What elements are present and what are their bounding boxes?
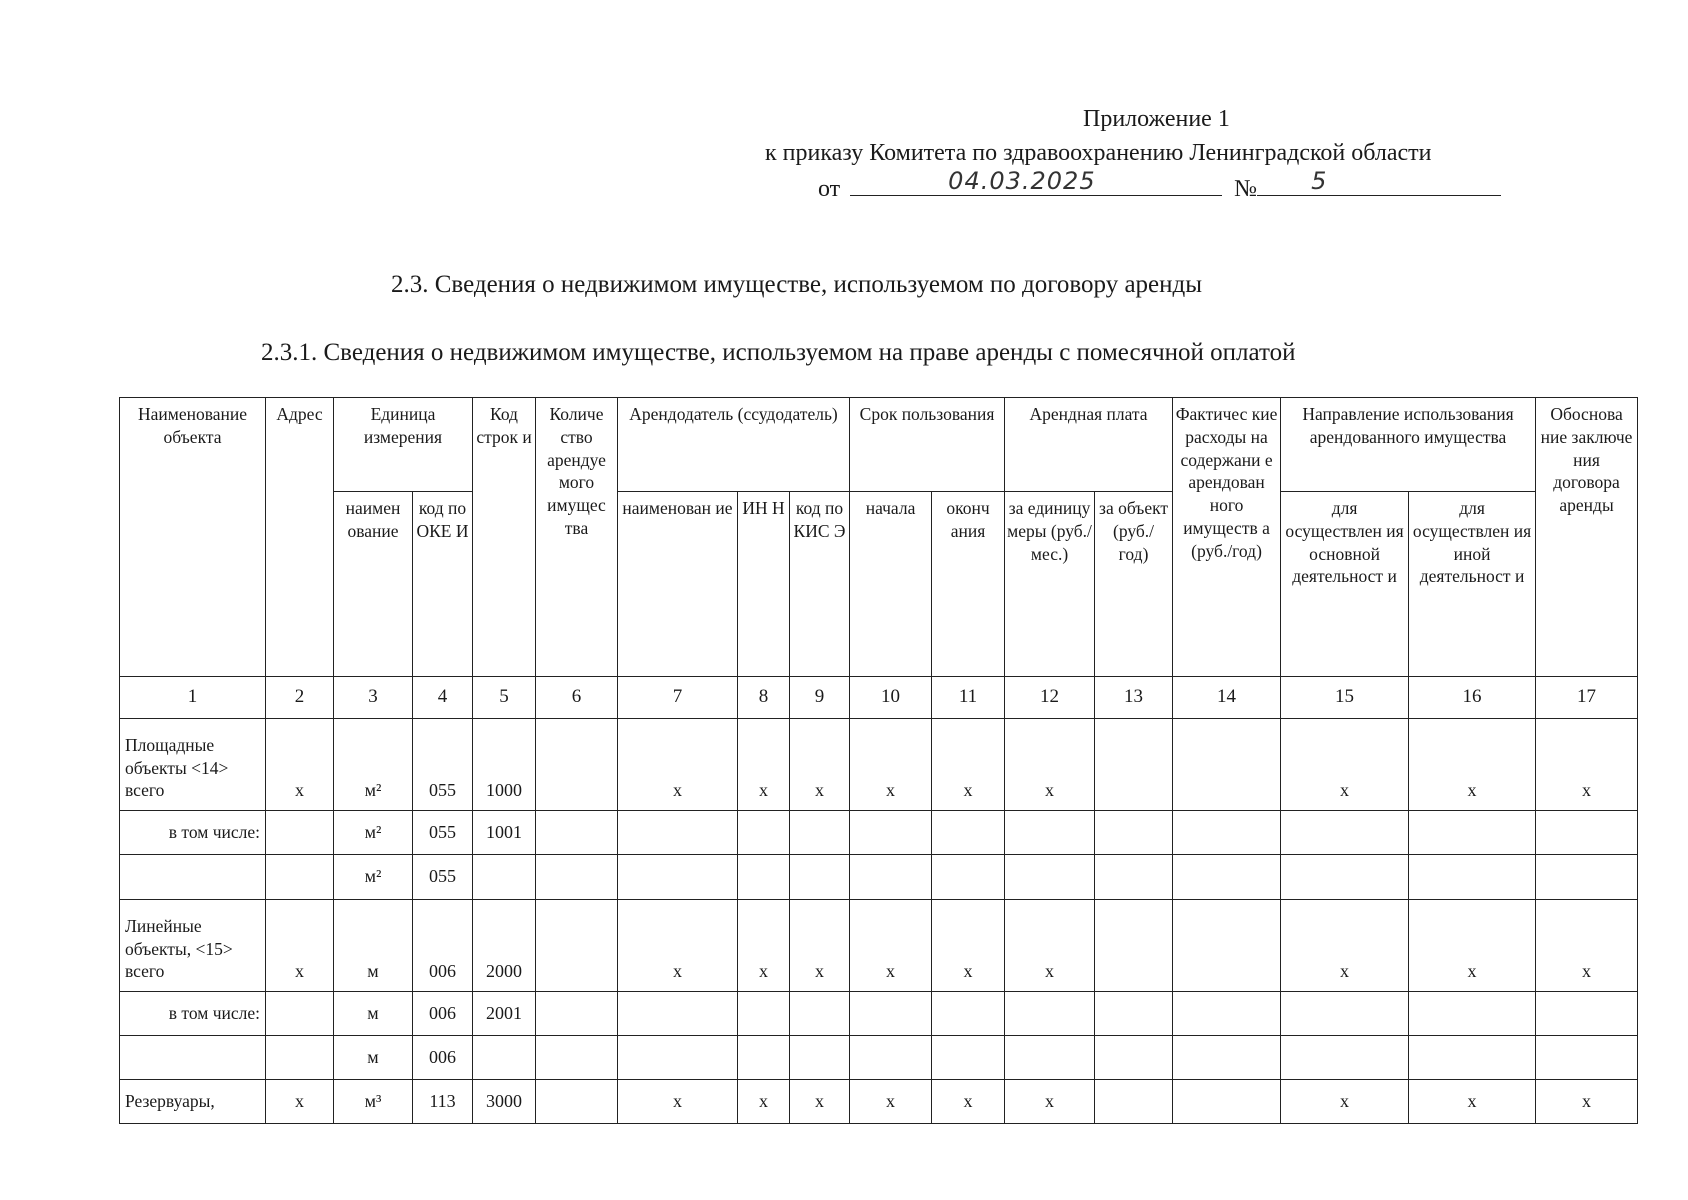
table-cell: х bbox=[1005, 719, 1095, 811]
header-rent-unit: за единицу меры (руб./ мес.) bbox=[1005, 492, 1095, 677]
table-cell bbox=[1005, 811, 1095, 855]
table-cell: Площадные объекты <14> всего bbox=[120, 719, 266, 811]
table-cell: х bbox=[618, 900, 738, 992]
table-cell: Линейные объекты, <15> всего bbox=[120, 900, 266, 992]
table-cell: м bbox=[334, 1036, 413, 1080]
table-cell: х bbox=[850, 900, 932, 992]
table-cell bbox=[850, 1036, 932, 1080]
table-cell bbox=[1005, 992, 1095, 1036]
table-cell: 006 bbox=[413, 1036, 473, 1080]
header-lessor-kise: код по КИС Э bbox=[790, 492, 850, 677]
table-cell bbox=[932, 855, 1005, 900]
header-lessor: Арендодатель (ссудодатель) bbox=[618, 398, 850, 492]
header-row-sub bbox=[120, 492, 1638, 677]
handwritten-date: 04.03.2025 bbox=[948, 167, 1096, 195]
table-cell: 1001 bbox=[473, 811, 536, 855]
table-row bbox=[120, 992, 1638, 1036]
column-number: 10 bbox=[850, 677, 932, 719]
table-cell bbox=[618, 811, 738, 855]
table-cell bbox=[850, 811, 932, 855]
table-cell bbox=[1173, 900, 1281, 992]
table-cell: х bbox=[266, 719, 334, 811]
table-row bbox=[120, 1080, 1638, 1124]
table-cell: х bbox=[1005, 900, 1095, 992]
table-cell: х bbox=[850, 719, 932, 811]
table-row bbox=[120, 719, 1638, 811]
table-cell: х bbox=[790, 900, 850, 992]
lease-property-table bbox=[119, 397, 1638, 1124]
subsection-heading: 2.3.1. Сведения о недвижимом имуществе, используемом на праве аренды с помесячной оплатой bbox=[261, 339, 1296, 366]
table-cell bbox=[536, 1080, 618, 1124]
appendix-date-line bbox=[818, 167, 1501, 202]
header-unit-name: наимен ование bbox=[334, 492, 413, 677]
header-usage-other: для осуществлен ия иной деятельност и bbox=[1409, 492, 1536, 677]
table-cell: 055 bbox=[413, 855, 473, 900]
table-cell bbox=[1536, 811, 1638, 855]
header-lessor-inn: ИН Н bbox=[738, 492, 790, 677]
table-cell: м bbox=[334, 900, 413, 992]
table-cell bbox=[536, 992, 618, 1036]
header-row-top bbox=[120, 398, 1638, 492]
table-cell: х bbox=[618, 719, 738, 811]
table-cell bbox=[1173, 855, 1281, 900]
table-cell bbox=[473, 1036, 536, 1080]
table-body bbox=[120, 719, 1638, 1124]
header-address: Адрес bbox=[266, 398, 334, 677]
table-cell bbox=[738, 992, 790, 1036]
column-number: 6 bbox=[536, 677, 618, 719]
table-cell: 055 bbox=[413, 719, 473, 811]
table-cell bbox=[850, 992, 932, 1036]
table-row bbox=[120, 1036, 1638, 1080]
header-unit-code: код по ОКЕ И bbox=[413, 492, 473, 677]
table-cell bbox=[738, 811, 790, 855]
table-cell: 2000 bbox=[473, 900, 536, 992]
header-usage: Направление использования арендованного имущества bbox=[1281, 398, 1536, 492]
number-field bbox=[1257, 167, 1501, 196]
table-cell bbox=[618, 1036, 738, 1080]
table-row bbox=[120, 811, 1638, 855]
column-number: 9 bbox=[790, 677, 850, 719]
handwritten-number: 5 bbox=[1311, 167, 1328, 195]
table-cell: х bbox=[1281, 719, 1409, 811]
table-cell bbox=[1005, 1036, 1095, 1080]
header-lessor-name: наименован ие bbox=[618, 492, 738, 677]
table-cell bbox=[1536, 855, 1638, 900]
table-cell bbox=[120, 1036, 266, 1080]
column-number: 16 bbox=[1409, 677, 1536, 719]
table-cell: 055 bbox=[413, 811, 473, 855]
table-cell: х bbox=[850, 1080, 932, 1124]
table-cell: Резервуары, bbox=[120, 1080, 266, 1124]
table-cell: х bbox=[1536, 719, 1638, 811]
header-term: Срок пользования bbox=[850, 398, 1005, 492]
appendix-order-line: к приказу Комитета по здравоохранению Ленинградской области bbox=[765, 140, 1432, 166]
table-cell bbox=[1536, 992, 1638, 1036]
table-cell: м² bbox=[334, 719, 413, 811]
table-cell: х bbox=[266, 900, 334, 992]
table-cell bbox=[1409, 855, 1536, 900]
column-number: 15 bbox=[1281, 677, 1409, 719]
column-number: 2 bbox=[266, 677, 334, 719]
table-cell: х bbox=[266, 1080, 334, 1124]
table-cell: м² bbox=[334, 811, 413, 855]
table-cell bbox=[1536, 1036, 1638, 1080]
table-cell bbox=[536, 855, 618, 900]
table-cell: х bbox=[618, 1080, 738, 1124]
section-heading: 2.3. Сведения о недвижимом имуществе, используемом по договору аренды bbox=[391, 271, 1203, 298]
column-number: 11 bbox=[932, 677, 1005, 719]
table-cell bbox=[1095, 1080, 1173, 1124]
table-cell: х bbox=[1281, 900, 1409, 992]
header-justification: Обоснова ние заключе ния договора аренды bbox=[1536, 398, 1638, 677]
table-cell: х bbox=[1409, 1080, 1536, 1124]
table-cell bbox=[1095, 855, 1173, 900]
column-number-row bbox=[120, 677, 1638, 719]
header-term-end: оконч ания bbox=[932, 492, 1005, 677]
column-number: 8 bbox=[738, 677, 790, 719]
table-cell: 113 bbox=[413, 1080, 473, 1124]
table-cell bbox=[473, 855, 536, 900]
table-cell: 1000 bbox=[473, 719, 536, 811]
table-cell bbox=[1173, 811, 1281, 855]
number-label: № bbox=[1234, 176, 1258, 202]
table-cell bbox=[790, 855, 850, 900]
header-quantity: Количе ство арендуе мого имущес тва bbox=[536, 398, 618, 677]
appendix-title: Приложение 1 bbox=[1083, 106, 1230, 132]
table-cell bbox=[1281, 811, 1409, 855]
table-cell bbox=[120, 855, 266, 900]
header-rent: Арендная плата bbox=[1005, 398, 1173, 492]
table-cell: х bbox=[1005, 1080, 1095, 1124]
table-cell: х bbox=[1281, 1080, 1409, 1124]
column-number: 7 bbox=[618, 677, 738, 719]
header-unit: Единица измерения bbox=[334, 398, 473, 492]
table-cell: 006 bbox=[413, 992, 473, 1036]
table-cell bbox=[790, 1036, 850, 1080]
table-cell: 2001 bbox=[473, 992, 536, 1036]
table-cell bbox=[536, 900, 618, 992]
table-cell: х bbox=[738, 1080, 790, 1124]
table-cell bbox=[932, 992, 1005, 1036]
column-number: 3 bbox=[334, 677, 413, 719]
header-term-start: начала bbox=[850, 492, 932, 677]
table-cell: х bbox=[1409, 719, 1536, 811]
table-cell bbox=[1173, 719, 1281, 811]
table-cell bbox=[266, 811, 334, 855]
table-cell bbox=[932, 1036, 1005, 1080]
table-cell bbox=[266, 992, 334, 1036]
table-cell bbox=[932, 811, 1005, 855]
table-cell bbox=[1173, 1080, 1281, 1124]
table-cell: х bbox=[1409, 900, 1536, 992]
table-cell bbox=[1281, 992, 1409, 1036]
table-cell: м³ bbox=[334, 1080, 413, 1124]
header-usage-main: для осуществлен ия основной деятельност и bbox=[1281, 492, 1409, 677]
header-actual-costs: Фактичес кие расходы на содержани е арендован ного имуществ а (руб./год) bbox=[1173, 398, 1281, 677]
table-cell bbox=[790, 811, 850, 855]
table-cell bbox=[790, 992, 850, 1036]
header-rent-object: за объект (руб./ год) bbox=[1095, 492, 1173, 677]
table-cell: в том числе: bbox=[120, 992, 266, 1036]
table-cell bbox=[1095, 900, 1173, 992]
table-cell bbox=[1095, 719, 1173, 811]
column-number: 5 bbox=[473, 677, 536, 719]
table-cell: х bbox=[738, 719, 790, 811]
table-cell bbox=[1173, 1036, 1281, 1080]
table-cell: м bbox=[334, 992, 413, 1036]
table-cell: м² bbox=[334, 855, 413, 900]
column-number: 4 bbox=[413, 677, 473, 719]
column-number: 14 bbox=[1173, 677, 1281, 719]
table-cell: х bbox=[790, 719, 850, 811]
table-cell bbox=[1281, 855, 1409, 900]
table-cell bbox=[738, 855, 790, 900]
table-cell bbox=[536, 811, 618, 855]
table-cell bbox=[266, 855, 334, 900]
table-cell: 3000 bbox=[473, 1080, 536, 1124]
table-cell: в том числе: bbox=[120, 811, 266, 855]
table-cell bbox=[850, 855, 932, 900]
table-row bbox=[120, 855, 1638, 900]
table-cell: 006 bbox=[413, 900, 473, 992]
table-cell: х bbox=[932, 719, 1005, 811]
column-number: 17 bbox=[1536, 677, 1638, 719]
table-cell bbox=[1409, 1036, 1536, 1080]
table-cell: х bbox=[738, 900, 790, 992]
table-cell bbox=[1095, 1036, 1173, 1080]
table-cell bbox=[1005, 855, 1095, 900]
table-cell bbox=[1409, 811, 1536, 855]
table-row bbox=[120, 900, 1638, 992]
column-number: 1 bbox=[120, 677, 266, 719]
table-cell bbox=[738, 1036, 790, 1080]
header-row-code: Код строк и bbox=[473, 398, 536, 677]
from-label: от bbox=[818, 176, 841, 202]
table-cell: х bbox=[1536, 1080, 1638, 1124]
date-field bbox=[850, 167, 1222, 196]
column-number: 13 bbox=[1095, 677, 1173, 719]
table-cell bbox=[536, 719, 618, 811]
header-name: Наименование объекта bbox=[120, 398, 266, 677]
table-cell bbox=[1173, 992, 1281, 1036]
table-cell: х bbox=[790, 1080, 850, 1124]
table-cell bbox=[536, 1036, 618, 1080]
table-cell bbox=[618, 855, 738, 900]
column-number: 12 bbox=[1005, 677, 1095, 719]
table-cell bbox=[1409, 992, 1536, 1036]
table-cell bbox=[1281, 1036, 1409, 1080]
table-cell bbox=[266, 1036, 334, 1080]
table-cell: х bbox=[1536, 900, 1638, 992]
table-cell: х bbox=[932, 1080, 1005, 1124]
table-cell: х bbox=[932, 900, 1005, 992]
table-cell bbox=[1095, 992, 1173, 1036]
table-cell bbox=[618, 992, 738, 1036]
table-cell bbox=[1095, 811, 1173, 855]
